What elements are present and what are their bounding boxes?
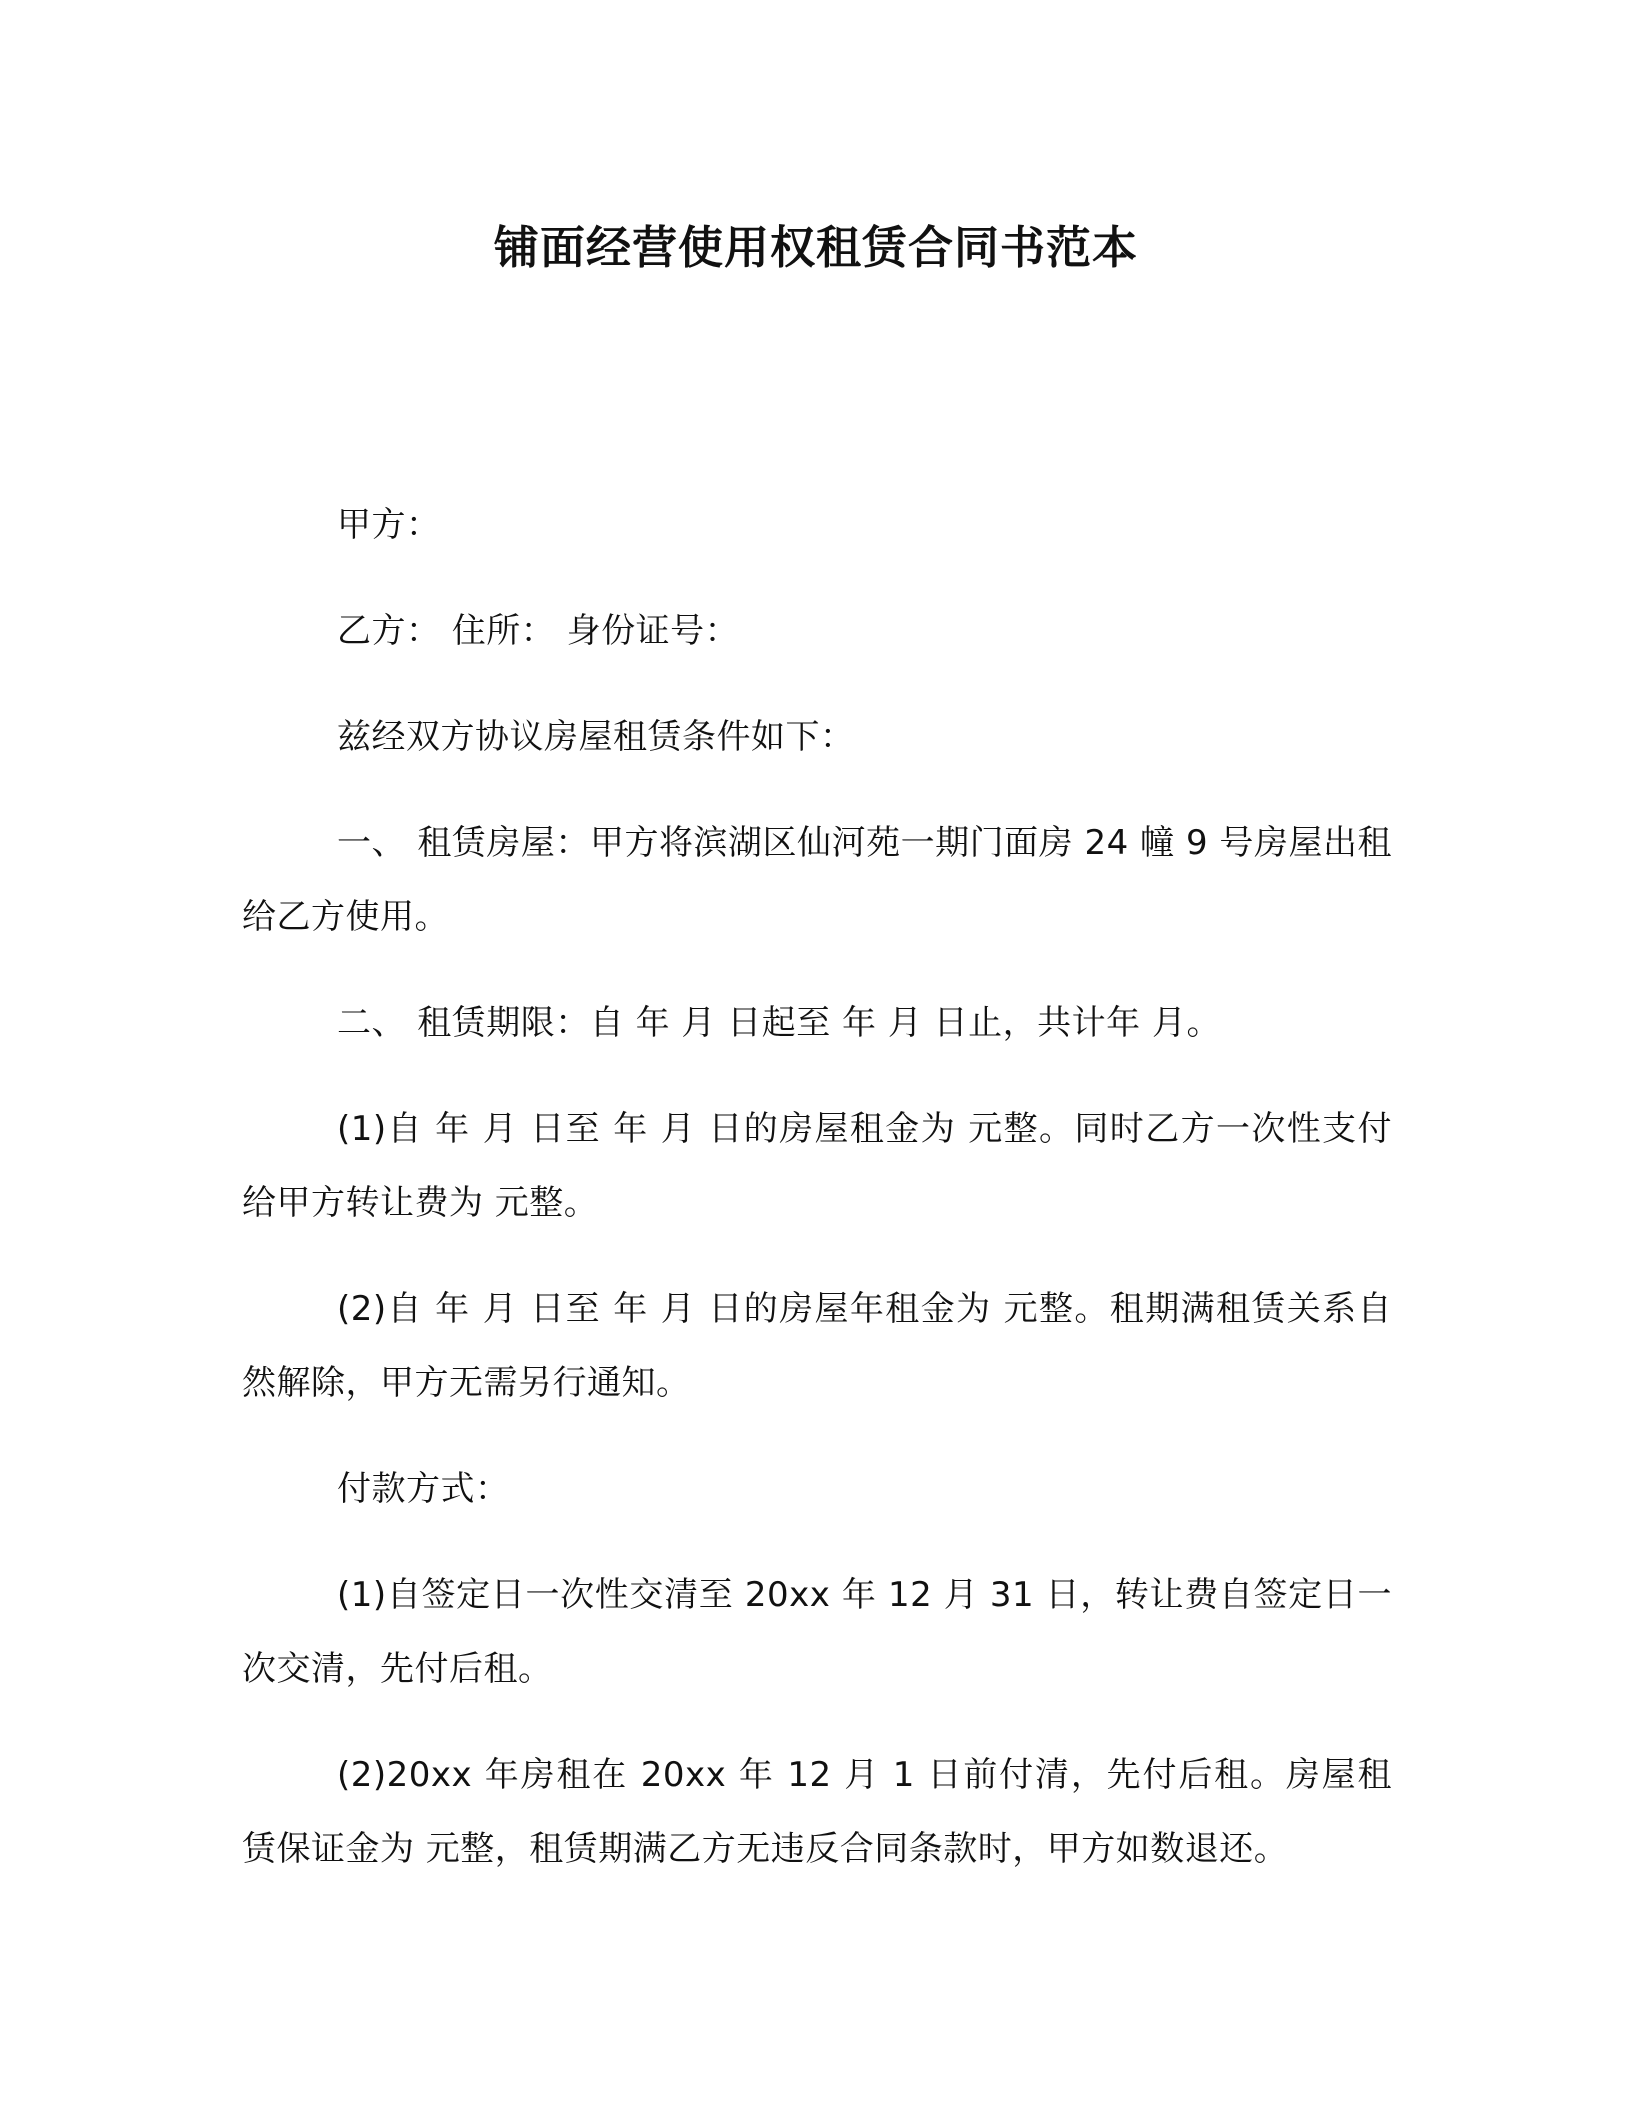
document-title: 铺面经营使用权租赁合同书范本 bbox=[493, 221, 1138, 274]
term-item-1: (1)自 年 月 日至 年 月 日的房屋租金为 元整。同时乙方一次性支付给甲方转让费为 元整。 bbox=[242, 1109, 1392, 1223]
party-b-line: 乙方： 住所： 身份证号： bbox=[337, 611, 740, 651]
term-item-2: (2)自 年 月 日至 年 月 日的房屋年租金为 元整。租期满租赁关系自然解除，甲方无需另行通知。 bbox=[242, 1289, 1392, 1403]
payment-item-1: (1)自签定日一次性交清至 20xx 年 12 月 31 日，转让费自签定日一次交清，先付后租。 bbox=[242, 1575, 1392, 1689]
agreement-intro: 兹经双方协议房屋租赁条件如下： bbox=[337, 717, 855, 757]
document-body bbox=[242, 488, 1392, 1918]
clause-2-lease-term: 二、 租赁期限：自 年 月 日起至 年 月 日止，共计年 月。 bbox=[337, 1003, 1221, 1043]
party-a-line: 甲方： bbox=[337, 505, 441, 545]
payment-item-2: (2)20xx 年房租在 20xx 年 12 月 1 日前付清，先付后租。房屋租赁保证金为 元整，租赁期满乙方无违反合同条款时，甲方如数退还。 bbox=[242, 1755, 1392, 1869]
clause-1-leased-premises: 一、 租赁房屋：甲方将滨湖区仙河苑一期门面房 24 幢 9 号房屋出租给乙方使用。 bbox=[242, 823, 1392, 937]
payment-method-heading: 付款方式： bbox=[337, 1469, 510, 1509]
